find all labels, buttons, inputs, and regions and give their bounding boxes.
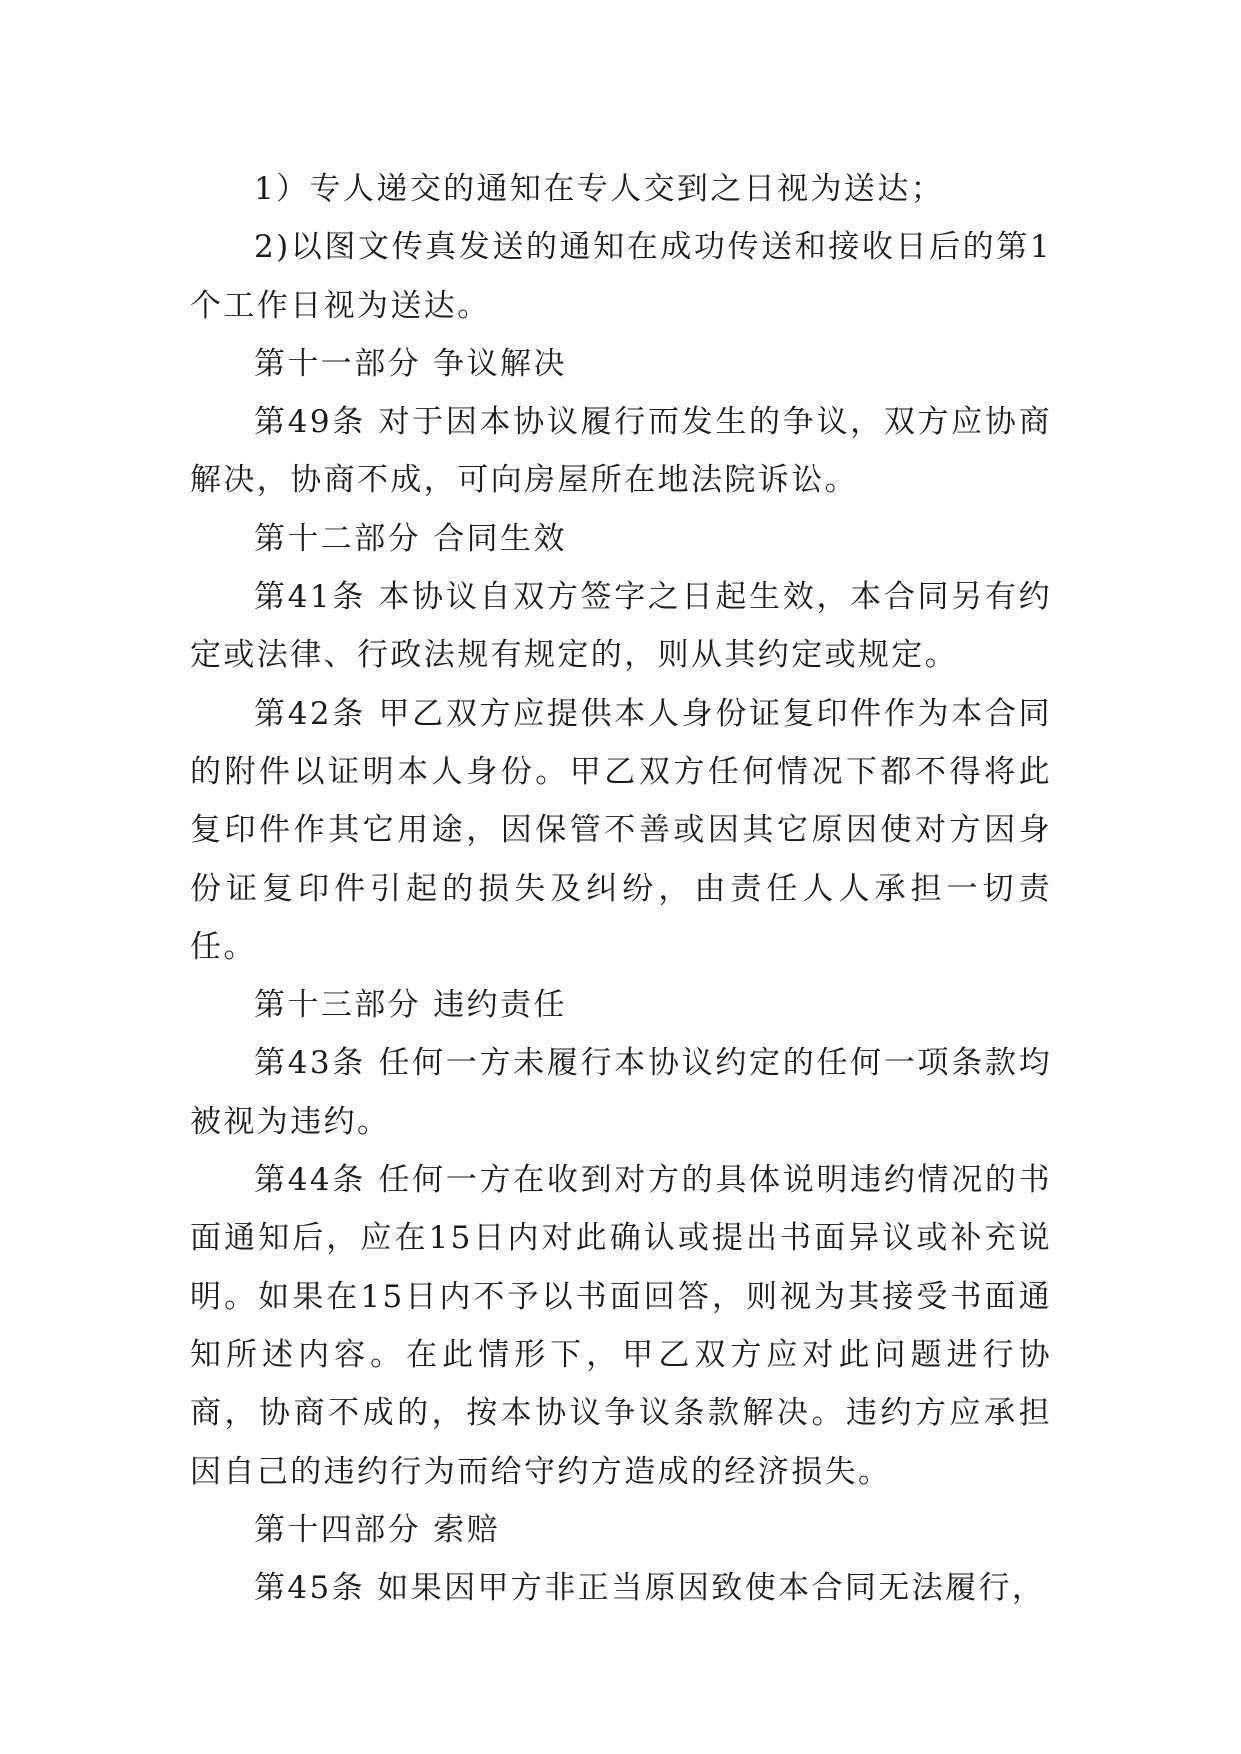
section-heading-effect: 第十二部分 合同生效 [254,520,567,557]
paragraph-article-43: 第43条 任何一方未履行本协议约定的任何一项条款均被视为违约。 [190,1045,1052,1140]
document-body [190,160,1052,1617]
paragraph-article-45: 第45条 如果因甲方非正当原因致使本合同无法履行， [254,1570,1046,1607]
section-heading-breach: 第十三部分 违约责任 [254,987,567,1024]
paragraph-article-42: 第42条 甲乙双方应提供本人身份证复印件作为本合同的附件以证明本人身份。甲乙双方任何情况下都不得将此复印件作其它用途，因保管不善或因其它原因使对方因身份证复印件引起的损失及纠纷，由责任人人承担一切责任。 [190,695,1052,965]
section-heading-dispute: 第十一部分 争议解决 [254,345,567,382]
paragraph-notice-personal-delivery: 1）专人递交的通知在专人交到之日视为送达； [254,171,945,207]
paragraph-article-44: 第44条 任何一方在收到对方的具体说明违约情况的书面通知后，应在15日内对此确认或提出书面异议或补充说明。如果在15日内不予以书面回答，则视为其接受书面通知所述内容。在此情形下，甲乙双方应对此问题进行协商，协商不成的，按本协议争议条款解决。违约方应承担因自己的违约行为而给守约方造成的经济损失。 [190,1162,1052,1490]
section-heading-claims: 第十四部分 索赔 [254,1511,501,1548]
paragraph-notice-fax: 2)以图文传真发送的通知在成功传送和接收日后的第1个工作日视为送达。 [190,229,1052,324]
paragraph-article-49: 第49条 对于因本协议履行而发生的争议，双方应协商解决，协商不成，可向房屋所在地法院诉讼。 [190,404,1052,499]
paragraph-article-41: 第41条 本协议自双方签字之日起生效，本合同另有约定或法律、行政法规有规定的，则从其约定或规定。 [190,579,1052,674]
